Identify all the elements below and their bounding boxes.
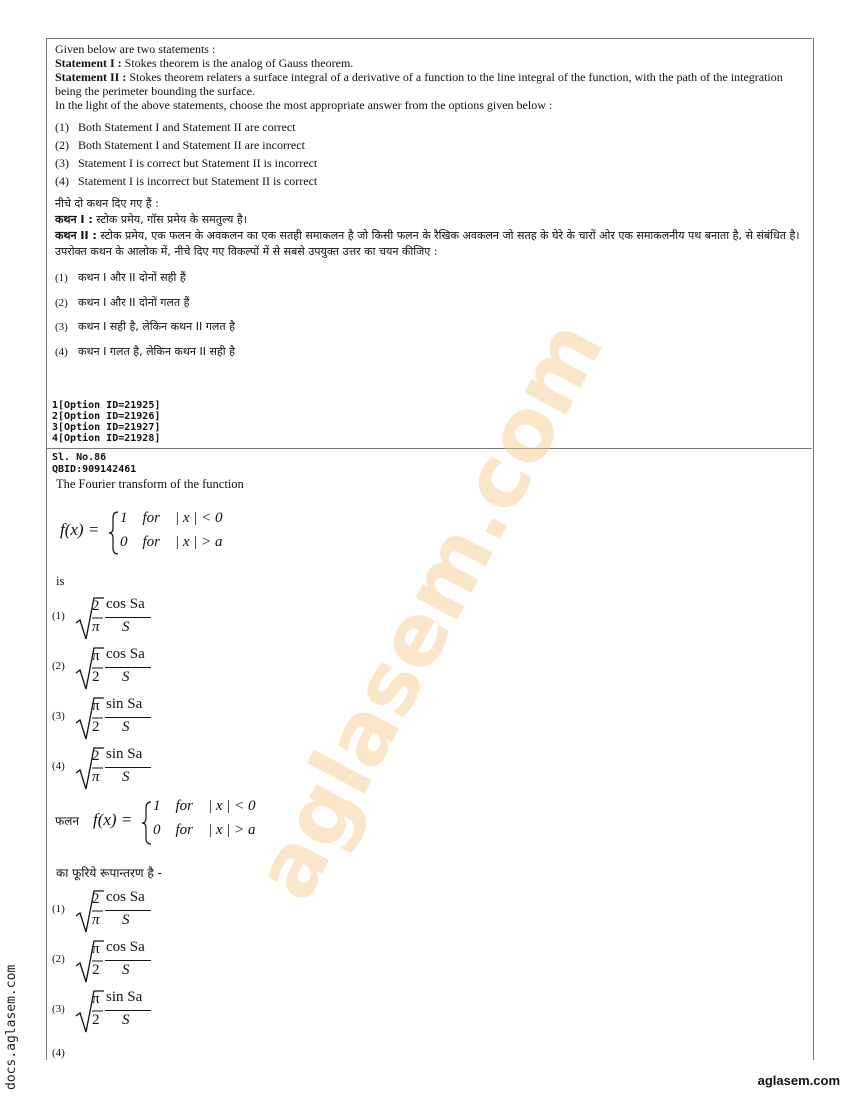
fraction-numerator: cos Sa <box>106 646 145 662</box>
option-item: (1) कथन I और II दोनों सही हैं <box>55 271 186 284</box>
option-id-list <box>52 400 160 444</box>
watermark: aglasem.com <box>235 304 624 916</box>
fraction-denominator: S <box>122 769 130 785</box>
option-id: 2[Option ID=21926] <box>52 411 161 422</box>
fraction-numerator: cos Sa <box>106 596 145 612</box>
math-option <box>52 988 212 1034</box>
statement-1-hi: कथन I : स्टोक प्रमेय, गॉस प्रमेय के समतुल्य है। <box>55 213 247 226</box>
option-item: (3) Statement I is correct but Statement II is incorrect <box>55 156 318 170</box>
radicand-numerator: 2 <box>92 598 100 614</box>
option-number: (3) <box>52 710 65 722</box>
radicand-numerator: π <box>92 648 100 664</box>
option-item: (3) कथन I सही है, लेकिन कथन II गलत है <box>55 320 235 333</box>
option-number: (1) <box>52 903 65 915</box>
qbid: QBID:909142461 <box>52 464 137 475</box>
question-divider <box>46 448 812 449</box>
function-label: f(x) = <box>93 810 133 829</box>
fraction-numerator: sin Sa <box>106 746 143 762</box>
fraction-denominator: S <box>122 1012 130 1028</box>
brand-footer: aglasem.com <box>757 1073 840 1088</box>
radicand-numerator: π <box>92 698 100 714</box>
fraction-bar <box>105 1010 151 1011</box>
option-number: (2) <box>52 660 65 672</box>
is-text: is <box>56 574 65 588</box>
left-brace-icon <box>108 510 120 556</box>
case-2: 0 for | x | > a <box>153 822 256 838</box>
radicand-numerator: 2 <box>92 748 100 764</box>
hindi-suffix: का फूरिये रूपान्तरण है - <box>56 866 162 880</box>
option-item: (4) कथन I गलत है, लेकिन कथन II सही है <box>55 344 235 358</box>
case-1: 1 for | x | < 0 <box>120 510 223 526</box>
fraction-numerator: cos Sa <box>106 889 145 905</box>
question-hindi <box>55 196 805 368</box>
fraction-denominator: S <box>122 719 130 735</box>
piecewise-function-hi <box>55 798 315 848</box>
radicand-denominator: π <box>92 619 100 635</box>
fraction-denominator: S <box>122 619 130 635</box>
option-number: (4) <box>52 1047 65 1059</box>
math-option <box>52 938 212 984</box>
question-instruction: In the light of the above statements, choose the most appropriate answer from the options given below : <box>55 98 553 112</box>
side-url: docs.aglasem.com <box>4 964 19 1090</box>
top-rule <box>46 38 812 39</box>
option-item: (2) कथन I और II दोनों गलत हैं <box>55 295 190 309</box>
fraction-numerator: cos Sa <box>106 939 145 955</box>
case-2: 0 for | x | > a <box>120 534 223 550</box>
statement-2-hi: कथन II : स्टोक प्रमेय, एक फलन के अवकलन का एक सतही समाकलन है जो किसी फलन के रैखिक अवकलन जो सतह के घेरे के चारों ओर एक समाकलनीय पथ बनाता है, से संबंधित है। <box>55 229 800 242</box>
question-intro: Given below are two statements : <box>55 42 216 56</box>
fraction-bar <box>105 667 151 668</box>
option-item: (4) Statement I is incorrect but Statement II is correct <box>55 174 318 188</box>
radicand-denominator: π <box>92 769 100 785</box>
fraction-bar <box>105 617 151 618</box>
fraction-denominator: S <box>122 962 130 978</box>
option-id: 1[Option ID=21925] <box>52 400 161 411</box>
radicand-numerator: π <box>92 941 100 957</box>
option-item: (2) Both Statement I and Statement II are incorrect <box>55 138 305 152</box>
question-intro-hi: नीचे दो कथन दिए गए हैं : <box>55 197 159 210</box>
option-item: (1) Both Statement I and Statement II are correct <box>55 120 296 134</box>
fraction-bar <box>105 960 151 961</box>
math-option <box>52 645 212 691</box>
radicand-numerator: 2 <box>92 891 100 907</box>
fraction-bar <box>105 717 151 718</box>
option-number: (4) <box>52 760 65 772</box>
fraction-numerator: sin Sa <box>106 696 143 712</box>
serial-number: Sl. No.86 <box>52 452 107 463</box>
math-option <box>52 745 212 791</box>
option-id: 4[Option ID=21928] <box>52 433 161 444</box>
statement-1: Statement I : Stokes theorem is the analog of Gauss theorem. <box>55 56 354 70</box>
question-header <box>52 452 136 476</box>
fraction-bar <box>105 767 151 768</box>
option-number: (3) <box>52 1003 65 1015</box>
radicand-denominator: 2 <box>92 1012 100 1028</box>
fraction-bar <box>105 910 151 911</box>
radicand-denominator: 2 <box>92 962 100 978</box>
case-1: 1 for | x | < 0 <box>153 798 256 814</box>
piecewise-function <box>58 508 298 558</box>
radicand-denominator: 2 <box>92 719 100 735</box>
math-option <box>52 888 212 934</box>
radicand-denominator: π <box>92 912 100 928</box>
math-option <box>52 695 212 741</box>
option-number: (1) <box>52 610 65 622</box>
fraction-denominator: S <box>122 912 130 928</box>
hindi-prefix: फलन <box>55 814 80 828</box>
question-instruction-hi: उपरोक्त कथन के आलोक में, नीचे दिए गए विकल्पों में से सबसे उपयुक्त उत्तर का चयन कीजिए : <box>55 245 438 258</box>
left-brace-icon <box>141 800 153 846</box>
function-label: f(x) = <box>60 520 100 539</box>
question-english <box>55 42 800 190</box>
option-list <box>55 118 800 190</box>
statement-2: Statement II : Stokes theorem relaters a surface integral of a derivative of a function to the line integral of the function, with the path of the integration being the perimeter bounding the surface. <box>55 70 783 98</box>
math-option <box>52 595 212 641</box>
question-stem: The Fourier transform of the function <box>56 477 244 491</box>
radicand-denominator: 2 <box>92 669 100 685</box>
math-option <box>52 1032 212 1078</box>
option-list-hi <box>55 270 805 368</box>
option-number: (2) <box>52 953 65 965</box>
fraction-numerator: sin Sa <box>106 989 143 1005</box>
option-id: 3[Option ID=21927] <box>52 422 161 433</box>
fraction-denominator: S <box>122 669 130 685</box>
radicand-numerator: π <box>92 991 100 1007</box>
